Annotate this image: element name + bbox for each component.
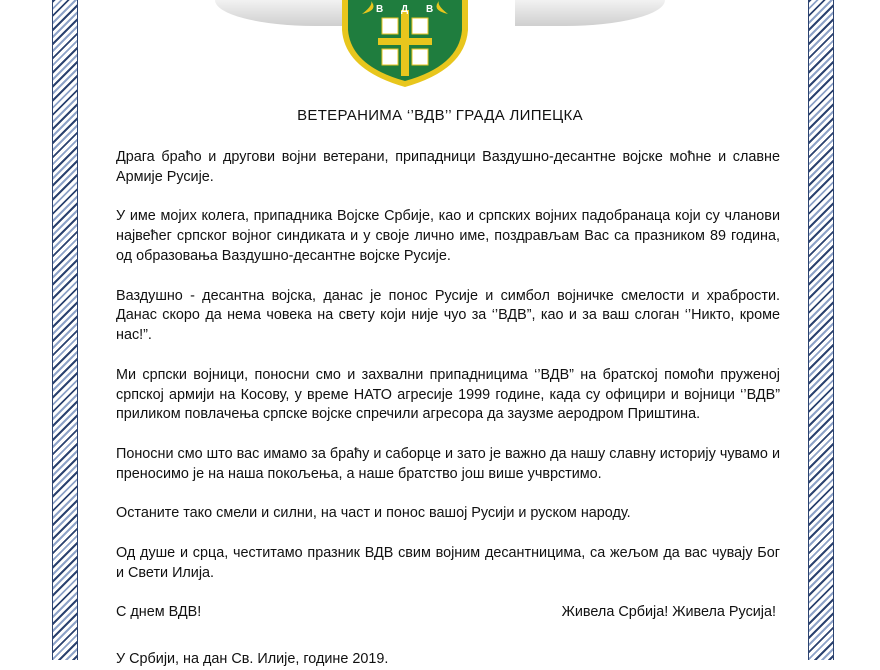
date-line: У Србији, на дан Св. Илије, године 2019. [116,651,389,667]
paragraph-3: Ваздушно - десантна војска, данас је понос Русије и симбол војничке смелости и храбрости. Данас скоро да нема човека на свету који није чуо за ‘’ВДВ”, као и за ваш слоган ‘’Никто, кроме нас!”. [116,287,780,344]
closing-salute: Живела Србија! Живела Русија! [561,604,776,621]
paragraph-5: Поносни смо што вас имамо за браћу и саборце и зато је важно да нашу славну историју чувамо и преносимо је на наша покољења, а наше братство још више учврстимо. [116,445,780,482]
emblem-letter-box-1 [382,18,398,34]
emblem-letter-3: В [426,4,434,15]
paragraph-6: Останите тако смели и силни, на част и понос вашој Русији и руском народу. [116,505,631,522]
paragraph-7: Од душе и срца, честитамо празник ВДВ свим војним десантницима, са жељом да вас чувају Бог и Свети Илија. [116,544,780,581]
vdv-emblem [340,0,470,88]
emblem-letter-2: Д [401,4,409,15]
rope-border-left [52,0,78,660]
paragraph-1: Драга браћо и другови војни ветерани, припадници Ваздушно-десантне војске моћне и славне Армије Русије. [116,149,780,185]
closing-row [116,603,780,623]
emblem-letter-1: В [376,4,384,15]
closing-greeting: С днем ВДВ! [116,604,202,621]
emblem-cross-horizontal [378,38,432,45]
rope-border-right [808,0,834,660]
paragraph-2: У име мојих колега, припадника Војске Србије, као и српских војних падобранаца који су чланови највећег српског војног синдиката и у своје лично име, поздрављам Вас са празником 89 година, од образовања Ваздушно-десантне војске Русије. [116,208,780,264]
emblem-letter-box-4 [412,49,428,65]
document-title: ВЕТЕРАНИМА ‘’ВДВ’’ ГРАДА ЛИПЕЦКА [297,107,583,124]
paragraph-4: Ми српски војници, поносни смо и захвални припадницима ‘’ВДВ” на братској помоћи пруженој српској армији на Косову, у време НАТО агресије 1999 године, када су официри и војници ‘’ВДВ” приликом повлачења српске војске спречили агресора да заузме аеродром Приштина. [116,366,780,423]
letter-body [116,148,780,623]
ribbon-right [515,0,665,26]
emblem-letter-box-2 [412,18,428,34]
emblem-letter-box-3 [382,49,398,65]
